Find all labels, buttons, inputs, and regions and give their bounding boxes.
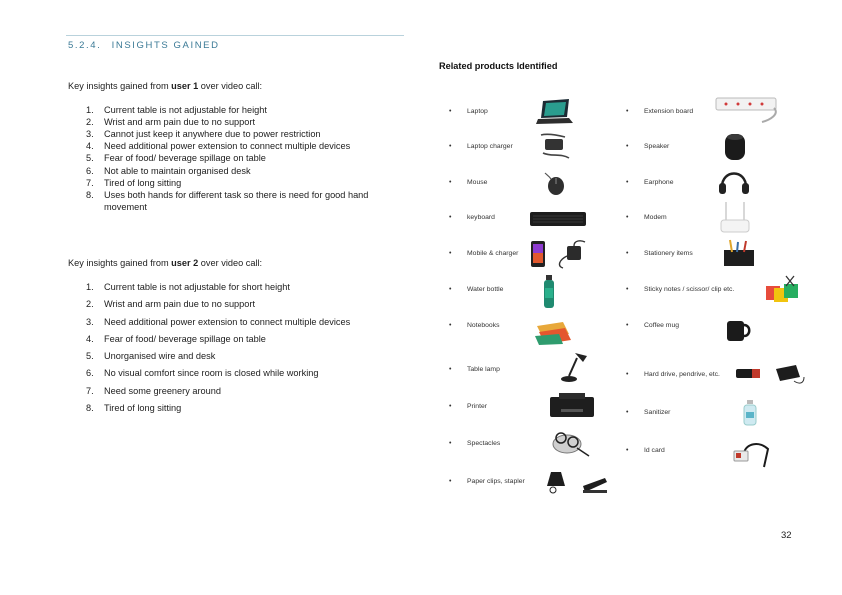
list-item: 2. Wrist and arm pain due to no support [86,117,255,128]
list-item: 2. Wrist and arm pain due to no support [86,299,255,310]
list-item: 3. Need additional power extension to connect multiple devices [86,316,351,327]
table-lamp-icon [559,348,591,384]
sanitizer-icon [740,399,760,427]
charger-icon [539,131,571,161]
keyboard-icon [529,207,587,231]
notebooks-icon [533,320,573,346]
mouse-icon [541,171,567,197]
list-item: 4. Need additional power extension to connect multiple devices [86,141,351,152]
list-item: 6. No visual comfort since room is closed while working [86,368,319,379]
list-item: 5. Fear of food/ beverage spillage on table [86,153,266,164]
list-item: 7. Need some greenery around [86,385,221,396]
user2-label: user 2 [171,258,199,268]
stationery-icon [722,238,756,268]
spectacles-icon [549,426,593,460]
list-item: 1. Current table is not adjustable for height [86,105,267,116]
user1-insights [68,80,403,213]
modem-icon [718,200,752,236]
water-bottle-icon [537,274,561,310]
user2-intro: Key insights gained from user 2 over video call: [68,258,263,268]
list-item: 3. Cannot just keep it anywhere due to power restriction [86,129,321,140]
mobile-icon [529,238,597,272]
list-item: 5. Unorganised wire and desk [86,351,216,362]
coffee-mug-icon [724,318,752,346]
user1-label: user 1 [171,81,199,91]
headphone-icon [716,165,752,199]
user1-intro: Key insights gained from user 1 over video call: [68,81,263,91]
list-item: 8. Uses both hands for different task so there is need for good hand movement [86,189,369,212]
id-card-icon [732,439,774,471]
section-divider [66,35,404,36]
section-title: INSIGHTS GAINED [111,40,220,51]
user2-insights [68,257,403,419]
list-item: 8. Tired of long sitting [86,403,182,414]
user2-insight-list [68,281,403,414]
page-number: 32 [781,530,792,541]
extension-board-icon [714,96,784,126]
list-item: 7. Tired of long sitting [86,177,182,188]
section-heading [68,40,220,51]
sticky-notes-icon [764,274,802,304]
speaker-icon [722,131,748,163]
list-item: 4. Fear of food/ beverage spillage on table [86,333,266,344]
products-title: Related products Identified [439,61,558,71]
hard-drive-icon [734,363,806,389]
printer-icon [547,391,597,421]
user1-insight-list [68,104,403,213]
stapler-icon [545,468,609,498]
list-item: 6. Not able to maintain organised desk [86,165,251,176]
list-item: 1. Current table is not adjustable for short height [86,282,290,292]
laptop-icon [535,98,575,126]
section-number: 5.2.4. [68,40,102,51]
